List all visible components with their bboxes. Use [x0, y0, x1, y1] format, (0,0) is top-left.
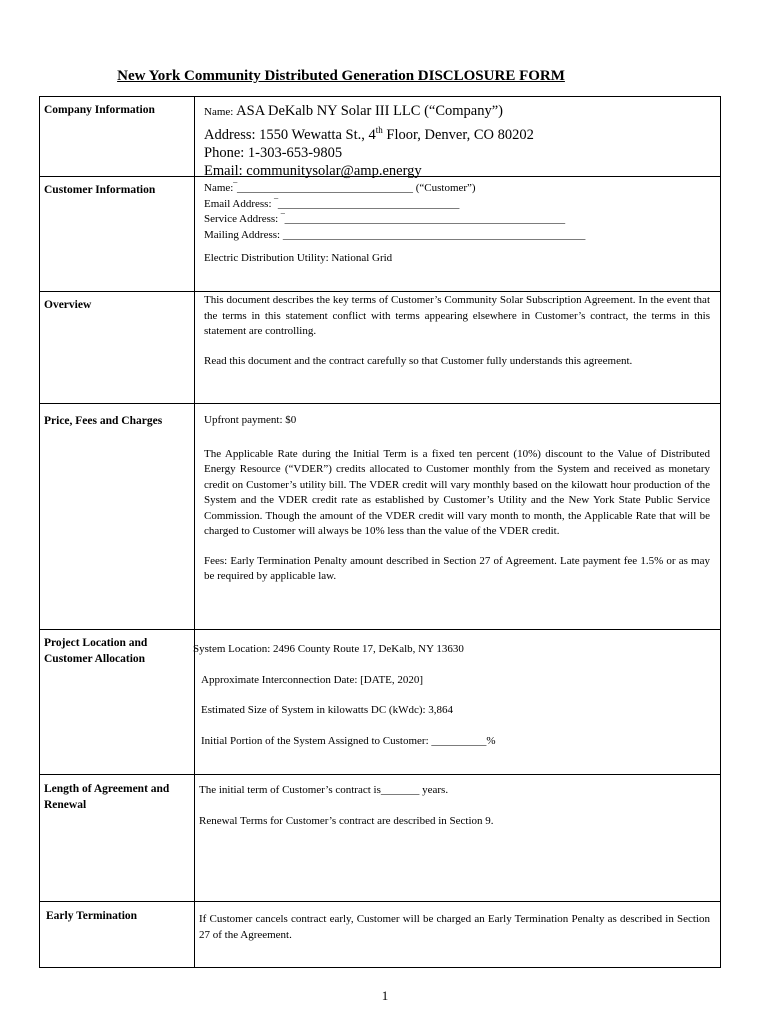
company-email: Email: communitysolar@amp.energy	[204, 162, 422, 179]
system-size: Estimated Size of System in kilowatts DC (kWdc): 3,864	[201, 704, 454, 716]
customer-email-field[interactable]: Email Address: ‾_________________________________	[204, 197, 460, 210]
row-divider	[40, 901, 720, 902]
customer-portion-field[interactable]: Initial Portion of the System Assigned to Customer: __________%	[201, 734, 496, 747]
row-divider	[40, 291, 720, 292]
fees-text: Fees: Early Termination Penalty amount described in Section 27 of Agreement. Late payment fee 1.5% or as may be required by applicable law.	[204, 554, 710, 582]
early-termination-text: If Customer cancels contract early, Customer will be charged an Early Termination Penalty as described in Section 27 of the Agreement.	[199, 913, 710, 941]
utility-text: Electric Distribution Utility: National Grid	[204, 252, 393, 264]
company-info-label: Company Information	[44, 104, 155, 116]
row-divider	[40, 774, 720, 775]
row-divider	[40, 176, 720, 177]
project-location-label: Project Location and Customer Allocation	[44, 637, 148, 665]
price-label: Price, Fees and Charges	[44, 415, 163, 427]
overview-label: Overview	[44, 299, 92, 311]
company-info-content	[204, 102, 710, 180]
form-title: New York Community Distributed Generation DISCLOSURE FORM	[117, 68, 565, 84]
page-number: 1	[381, 988, 389, 1003]
company-name-prefix: Name:	[204, 106, 234, 118]
renewal-terms: Renewal Terms for Customer’s contract are described in Section 9.	[199, 814, 494, 827]
upfront-payment: Upfront payment: $0	[204, 414, 297, 426]
applicable-rate-text: The Applicable Rate during the Initial Term is a fixed ten percent (10%) discount to the Value of Distributed Energy Resource (“VDER”) credits allocated to Customer monthly from the System and received as monetary credit on Customer’s utility bill. The VDER credit will vary monthly based on the kilowatt hour production of the System and the VDER credit rate as established by Customer’s Utility and the New York State Public Service Commission. Though the amount of the VDER credit will vary month to month, the Applicable Rate that will be charged to Customer will always be 10% less than the value of the VDER credit.	[204, 447, 710, 537]
length-label: Length of Agreement and Renewal	[44, 783, 170, 811]
early-termination-label: Early Termination	[46, 910, 138, 922]
disclosure-table	[39, 96, 721, 968]
column-divider	[194, 97, 195, 967]
customer-mailing-address-field[interactable]: Mailing Address: _______________________________________________________	[204, 228, 586, 241]
customer-service-address-field[interactable]: Service Address: ‾___________________________________________________	[204, 213, 566, 225]
length-content	[199, 783, 710, 829]
company-name: ASA DeKalb NY Solar III LLC (“Company”)	[233, 103, 504, 119]
system-location: System Location: 2496 County Route 17, DeKalb, NY 13630	[193, 643, 464, 655]
interconnection-date: Approximate Interconnection Date: [DATE, 2020]	[201, 673, 424, 686]
price-content	[204, 413, 710, 585]
overview-content	[204, 293, 710, 369]
initial-term-field[interactable]: The initial term of Customer’s contract is_______ years.	[199, 784, 449, 796]
project-content	[193, 642, 710, 749]
customer-name-field[interactable]: Name:‾________________________________ (“Customer”)	[204, 182, 476, 194]
company-phone: Phone: 1-303-653-9805	[204, 144, 343, 161]
overview-instruction: Read this document and the contract carefully so that Customer fully understands this agreement.	[204, 354, 633, 367]
customer-info-label: Customer Information	[44, 184, 156, 196]
company-address: Address: 1550 Wewatta St., 4th Floor, Denver, CO 80202	[204, 125, 534, 143]
row-divider	[40, 403, 720, 404]
row-divider	[40, 629, 720, 630]
overview-paragraph: This document describes the key terms of Customer’s Community Solar Subscription Agreement. In the event that the terms in this statement conflict with terms appearing elsewhere in Customer’s contract, the terms in this statement are controlling.	[204, 294, 710, 337]
customer-info-content	[204, 181, 710, 267]
